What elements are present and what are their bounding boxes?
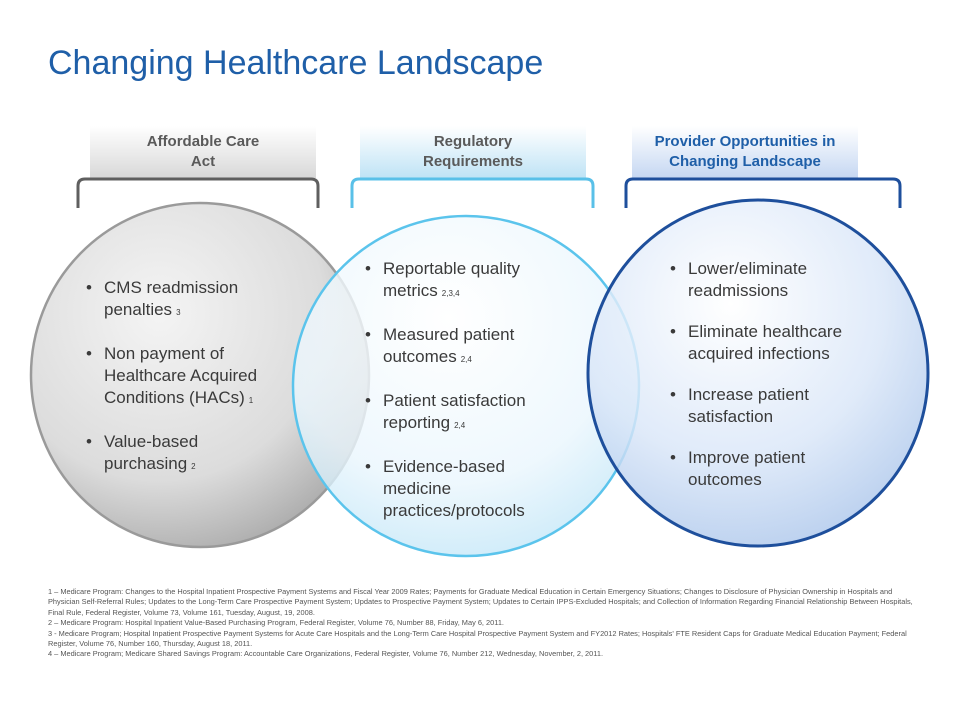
list-item: • Value-based purchasing 2 bbox=[86, 431, 286, 478]
list-item: • Patient satisfaction reporting 2,4 bbox=[365, 390, 565, 437]
list-item: • Eliminate healthcare acquired infections bbox=[670, 321, 870, 365]
footnotes bbox=[48, 587, 918, 660]
footnote-4: 4 – Medicare Program; Medicare Shared Savings Program: Accountable Care Organizations, Federal Register, Volume 76, Number 212, Wednesday, November, 2, 2011. bbox=[48, 649, 603, 659]
bullet-list-regulatory-requirements bbox=[365, 258, 565, 541]
bracket-regulatory-requirements bbox=[352, 179, 593, 208]
bullet-list-provider-opportunities bbox=[670, 258, 870, 510]
header-label: Provider Opportunities in Changing Landscape bbox=[654, 133, 836, 170]
list-item: • Improve patient outcomes bbox=[670, 447, 870, 491]
footnote-3: 3 - Medicare Program; Hospital Inpatient Prospective Payment Systems for Acute Care Hospitals and the Long-Term Care Hospital Prospective Payment System and FY2012 Rates; Hospitals' FTE Resident Caps for Graduate Medical Education Payment; Federal Register, Volume 76, Number 160, Thursday, August 18, 2011. bbox=[48, 628, 907, 649]
footnote-2: 2 – Medicare Program: Hospital Inpatient Value-Based Purchasing Program, Federal Register, Volume 76, Number 88, Friday, May 6, 2011. bbox=[48, 618, 504, 628]
list-item: • CMS readmission penalties 3 bbox=[86, 277, 286, 324]
list-item: • Reportable quality metrics 2,3,4 bbox=[365, 258, 565, 305]
footnote-1: 1 – Medicare Program: Changes to the Hospital Inpatient Prospective Payment Systems and Fiscal Year 2009 Rates; Payments for Graduate Medical Education in Certain Emergency Situations; Changes to Disclosure of Physician Ownership in Hospitals and Physician Self-Referral Rules; Updates to the Long-Term Care Prospective Payment System; Updates to Prospective Payment System; Updates to Certain IPPS-Excluded Hospitals; and Collection of Information Regarding Financial Relationship Between Hospitals, Final Rule, Federal Register, Volume 73, Volume 161, Tuesday, August, 19, 2008. bbox=[48, 587, 913, 617]
header-label: Regulatory Requirements bbox=[422, 133, 524, 170]
list-item: • Lower/eliminate readmissions bbox=[670, 258, 870, 302]
list-item: • Evidence-based medicine practices/protocols bbox=[365, 456, 565, 522]
list-item: • Measured patient outcomes 2,4 bbox=[365, 324, 565, 371]
list-item: • Non payment of Healthcare Acquired Conditions (HACs) 1 bbox=[86, 343, 286, 412]
page-title: Changing Healthcare Landscape bbox=[48, 44, 544, 82]
header-label: Affordable Care Act bbox=[146, 133, 260, 170]
bullet-list-affordable-care-act bbox=[86, 277, 286, 497]
list-item: • Increase patient satisfaction bbox=[670, 384, 870, 428]
